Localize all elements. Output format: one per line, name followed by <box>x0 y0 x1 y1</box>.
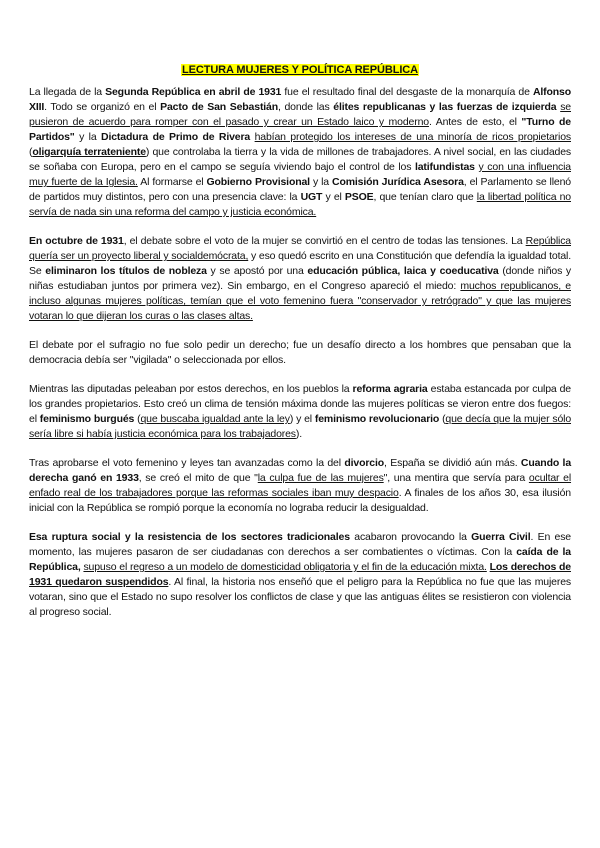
bold-text: Pacto de San Sebastián <box>160 101 279 113</box>
text-segment: . A finales de los años 30, esa ilusión inicial con la República se rompió porque la economía no lograba reducir la desigualdad. <box>29 487 571 514</box>
underlined-text: habían protegido los intereses de una minoría de ricos propietarios <box>254 131 571 143</box>
bold-text: En octubre de 1931 <box>29 235 124 247</box>
text-segment: El debate por el sufragio no fue solo pedir un derecho; fue un desafío directo a los hombres que pensaban que la democracia debía ser "vigilada" o seleccionada por ellos. <box>29 339 571 366</box>
text-segment: acabaron provocando la <box>349 531 472 543</box>
bold-text: Guerra Civil <box>471 531 531 543</box>
bold-text: eliminaron los títulos de nobleza <box>45 265 207 277</box>
document-title: LECTURA MUJERES Y POLÍTICA REPÚBLICA <box>182 64 418 76</box>
text-segment: y eso quedó escrito en una Constitución que defendía la igualdad total. Se <box>29 250 571 277</box>
paragraph <box>29 85 571 220</box>
bold-text: feminismo revolucionario <box>314 413 440 425</box>
paragraph <box>29 530 571 620</box>
bold-text: Comisión Jurídica Asesora <box>332 176 464 188</box>
paragraph <box>29 338 571 368</box>
text-segment: . Antes de esto, el <box>428 116 522 128</box>
underlined-text: ocultar el enfado real de los trabajadores porque las reformas sociales iban muy despacio <box>29 472 572 499</box>
text-segment: y se apostó por una <box>206 265 308 277</box>
underlined-text: República quería ser un proyecto liberal y socialdemócrata, <box>29 235 571 262</box>
bold-text: caída de la República, <box>29 546 571 573</box>
bold-text: Cuando la derecha ganó en 1933 <box>29 457 572 484</box>
text-segment: ", una mentira que servía para <box>383 472 529 484</box>
bold-text: Segunda República en abril de 1931 <box>105 86 282 98</box>
underlined-text: muchos republicanos, e incluso algunas mujeres políticas, temían que el voto femenino fuera "conservador y retrógrado" y que las mujeres votaran lo que dijeran los curas o las clases altas. <box>29 280 571 322</box>
text-segment: y el <box>322 191 345 203</box>
text-segment: y la <box>74 131 102 143</box>
bold-text: feminismo burgués <box>39 413 135 425</box>
underlined-text: y con una influencia muy fuerte de la Iglesia. <box>29 161 571 188</box>
text-segment: ) que controlaba la tierra y la vida de millones de trabajadores. A nivel social, en las ciudades se soñaba con Europa, pero en el campo se seguía viviendo bajo el control de los <box>29 146 571 173</box>
underlined-text: la libertad política no servía de nada sin una reforma del campo y justicia económica. <box>29 191 571 218</box>
text-segment: La llegada de la <box>29 86 106 98</box>
text-segment: ( <box>439 413 446 425</box>
bold-text: UGT <box>300 191 323 203</box>
text-segment: ) y el <box>289 413 315 425</box>
text-segment: , el debate sobre el voto de la mujer se convirtió en el centro de todas las tensiones. La <box>123 235 526 247</box>
text-segment: . Al final, la historia nos enseñó que el peligro para la República no fue que las mujeres votaran, sino que el Estado no supo resolver los conflictos de clase y que las antiguas élites se resistieron con violencia al progreso social. <box>29 576 571 618</box>
text-segment: . En ese momento, las mujeres pasaron de ser ciudadanas con derechos a ser combatientes o víctimas. Con la <box>29 531 571 558</box>
title-container <box>0 0 600 78</box>
text-segment: , España se dividió aún más. <box>384 457 521 469</box>
document-body <box>29 85 571 634</box>
text-segment: (donde niños y niñas estudiaban juntos por primera vez). Sin embargo, en el Congreso apareció el miedo: <box>29 265 571 292</box>
paragraph <box>29 456 571 516</box>
text-segment: Al formarse el <box>137 176 207 188</box>
text-segment: estaba estancada por culpa de los grandes propietarios. Esto creó un clima de tensión máxima donde las mujeres políticas se vieron entre dos fuegos: el <box>29 383 572 425</box>
underlined-text: supuso el regreso a un modelo de domesticidad obligatoria y el fin de la educación mixta. <box>83 561 487 573</box>
text-segment: Tras aprobarse el voto femenino y leyes tan avanzadas como la del <box>29 457 345 469</box>
text-segment: fue el resultado final del desgaste de la monarquía de <box>281 86 533 98</box>
bold-text: élites republicanas y las fuerzas de izquierda <box>333 101 557 113</box>
text-segment: ). <box>295 428 303 440</box>
paragraph <box>29 234 571 324</box>
bold-text: reforma agraria <box>352 383 428 395</box>
bold-text: PSOE <box>344 191 374 203</box>
underlined-text: la culpa fue de las mujeres <box>257 472 384 484</box>
text-segment: , donde las <box>278 101 334 113</box>
bold-text: Dictadura de Primo de Rivera <box>101 131 251 143</box>
text-segment: . Todo se organizó en el <box>44 101 161 113</box>
bold-text: Gobierno Provisional <box>206 176 310 188</box>
text-segment: , se creó el mito de que " <box>138 472 258 484</box>
text-segment: Mientras las diputadas peleaban por estos derechos, en los pueblos la <box>29 383 353 395</box>
bold-text: Esa ruptura social y la resistencia de los sectores tradicionales <box>29 531 350 543</box>
bold-underlined-text: oligarquía terrateniente <box>32 146 146 158</box>
bold-text: latifundistas <box>414 161 475 173</box>
text-segment: , el Parlamento se llenó de partidos muy distintos, pero con una presencia clave: la <box>29 176 571 203</box>
underlined-text: que decía que la mujer sólo sería libre si había justicia económica para los trabajadores <box>29 413 572 440</box>
text-segment: ( <box>29 146 33 158</box>
underlined-text: que buscaba igualdad ante la ley <box>140 413 290 425</box>
bold-text: divorcio <box>344 457 385 469</box>
bold-text: educación pública, laica y coeducativa <box>307 265 499 277</box>
text-segment: y la <box>309 176 333 188</box>
underlined-text: se pusieron de acuerdo para romper con el pasado y crear un Estado laico y moderno <box>29 101 571 128</box>
text-segment: , que tenían claro que <box>373 191 477 203</box>
bold-text: Alfonso XIII <box>29 86 571 113</box>
text-segment: ( <box>134 413 141 425</box>
bold-text: "Turno de Partidos" <box>29 116 571 143</box>
paragraph <box>29 382 571 442</box>
bold-underlined-text: Los derechos de 1931 quedaron suspendidos <box>29 561 571 588</box>
